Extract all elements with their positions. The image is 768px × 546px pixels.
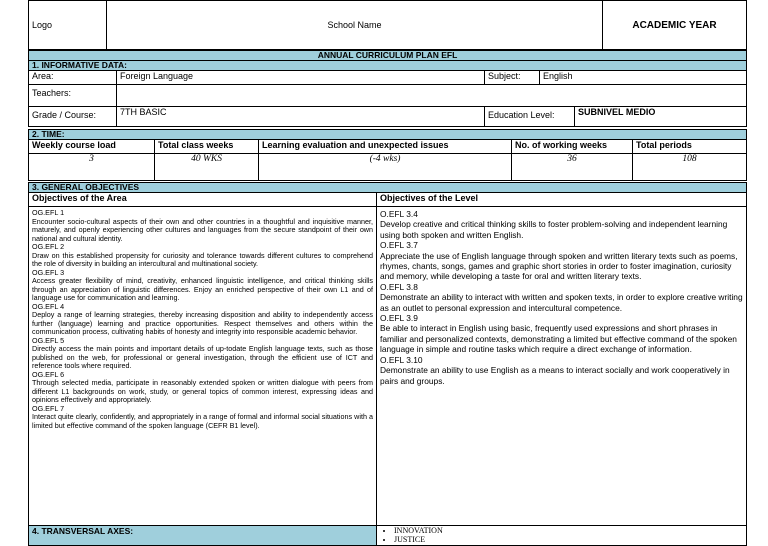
plan-title: ANNUAL CURRICULUM PLAN EFL — [29, 51, 747, 61]
level-objective-item: O.EFL 3.10 Demonstrate an ability to use English as a means to interact socially and work cooperatively in pairs and groups. — [380, 354, 730, 386]
teachers-value — [117, 85, 747, 107]
education-level-value: SUBNIVEL MEDIO — [575, 107, 747, 127]
level-objectives-list — [377, 207, 747, 526]
area-objective-item: OG.EFL 1 Encounter socio-cultural aspects of their own and other countries in a thoughtful and inquisitive manner, maturely, and openly experiencing other cultures and languages from the secure standpoint of their own national and cultural identity. — [32, 208, 373, 243]
header-table — [28, 0, 747, 50]
time-value-total-periods: 108 — [633, 154, 747, 181]
level-objective-item: O.EFL 3.7 Appreciate the use of English language through spoken and written literary texts such as poems, rhymes, chants, songs, games and graphic short stories in order to foster imagination, curiosity and memory, while developing a taste for oral and written literary texts. — [380, 240, 738, 282]
area-objective-item: OG.EFL 3 Access greater flexibility of mind, creativity, enhanced linguistic intelligence, and critical thinking skills through an appreciation of linguistic differences. Enjoy an enriched perspective of their own L1 and of language use for communication and learning. — [32, 267, 373, 302]
time-value-total-weeks: 40 WKS — [155, 154, 259, 181]
time-header-evaluation: Learning evaluation and unexpected issues — [259, 140, 512, 154]
level-objectives-header: Objectives of the Level — [377, 193, 747, 207]
academic-year: ACADEMIC YEAR — [603, 1, 747, 50]
level-objective-item: O.EFL 3.9 Be able to interact in English using basic, frequently used expressions and short phrases in familiar and personalized contexts, demonstrating a limited but effective command of the spoken language in simple and routine tasks which require a direct exchange of information. — [380, 313, 737, 355]
subject-label: Subject: — [485, 71, 540, 85]
objectives-table — [28, 182, 747, 526]
time-header-total-periods: Total periods — [633, 140, 747, 154]
logo-placeholder: Logo — [29, 1, 107, 50]
area-objective-item: OG.EFL 4 Deploy a range of learning strategies, thereby increasing disposition and ability to independently access further (language) learning and practice opportunities. Respect themselves and others within the communication process, cultivating habits of honesty and integrity into responsible academic behavior. — [32, 301, 373, 336]
area-objective-item: OG.EFL 6 Through selected media, participate in reasonably extended spoken or written dialogue with peers from different L1 backgrounds on work, study, or general topics of common interest, expressing ideas and opinions effectively and appropriately. — [32, 369, 373, 404]
grade-label: Grade / Course: — [29, 107, 117, 127]
section-informative-title: 1. INFORMATIVE DATA: — [29, 61, 747, 71]
section-transversal-title: 4. TRANSVERSAL AXES: — [29, 526, 377, 546]
education-level-label: Education Level: — [485, 107, 575, 127]
area-objective-item: OG.EFL 7 Interact quite clearly, confidently, and appropriately in a range of formal and informal social situations with a limited but effective command of the spoken language (CEFR B1 level). — [32, 403, 373, 430]
time-value-evaluation: (-4 wks) — [259, 154, 512, 181]
time-header-working-weeks: No. of working weeks — [512, 140, 633, 154]
area-objective-item: OG.EFL 5 Directly access the main points and important details of up-todate English language texts, such as those published on the web, for professional or general investigation, through the efficient use of ICT and reference tools where required. — [32, 335, 373, 370]
area-objectives-header: Objectives of the Area — [29, 193, 377, 207]
time-value-weekly-load: 3 — [29, 154, 155, 181]
area-label: Area: — [29, 71, 117, 85]
area-value: Foreign Language — [117, 71, 485, 85]
level-objective-item: O.EFL 3.8 Demonstrate an ability to interact with written and spoken texts, in order to explore creative writing as an outlet to personal expression and intercultural competence. — [380, 281, 743, 313]
transversal-item: • JUSTICE — [394, 536, 743, 545]
time-header-weekly-load: Weekly course load — [29, 140, 155, 154]
area-objectives-list — [29, 207, 377, 526]
teachers-label: Teachers: — [29, 85, 117, 107]
time-table — [28, 129, 747, 181]
area-objective-item: OG.EFL 2 Draw on this established propensity for curiosity and tolerance towards different cultures to comprehend the role of diversity in building an intercultural and multinational society. — [32, 242, 373, 268]
level-objective-item: O.EFL 3.4 Develop creative and critical thinking skills to foster problem-solving and independent learning using both spoken and written English. — [380, 209, 728, 240]
informative-table — [28, 50, 747, 127]
subject-value: English — [540, 71, 747, 85]
transversal-item: • INNOVATION — [394, 527, 743, 536]
time-value-working-weeks: 36 — [512, 154, 633, 181]
section-objectives-title: 3. GENERAL OBJECTIVES — [29, 183, 747, 193]
time-header-total-weeks: Total class weeks — [155, 140, 259, 154]
section-time-title: 2. TIME: — [29, 130, 747, 140]
grade-value: 7TH BASIC — [117, 107, 485, 127]
school-name: School Name — [107, 1, 603, 50]
